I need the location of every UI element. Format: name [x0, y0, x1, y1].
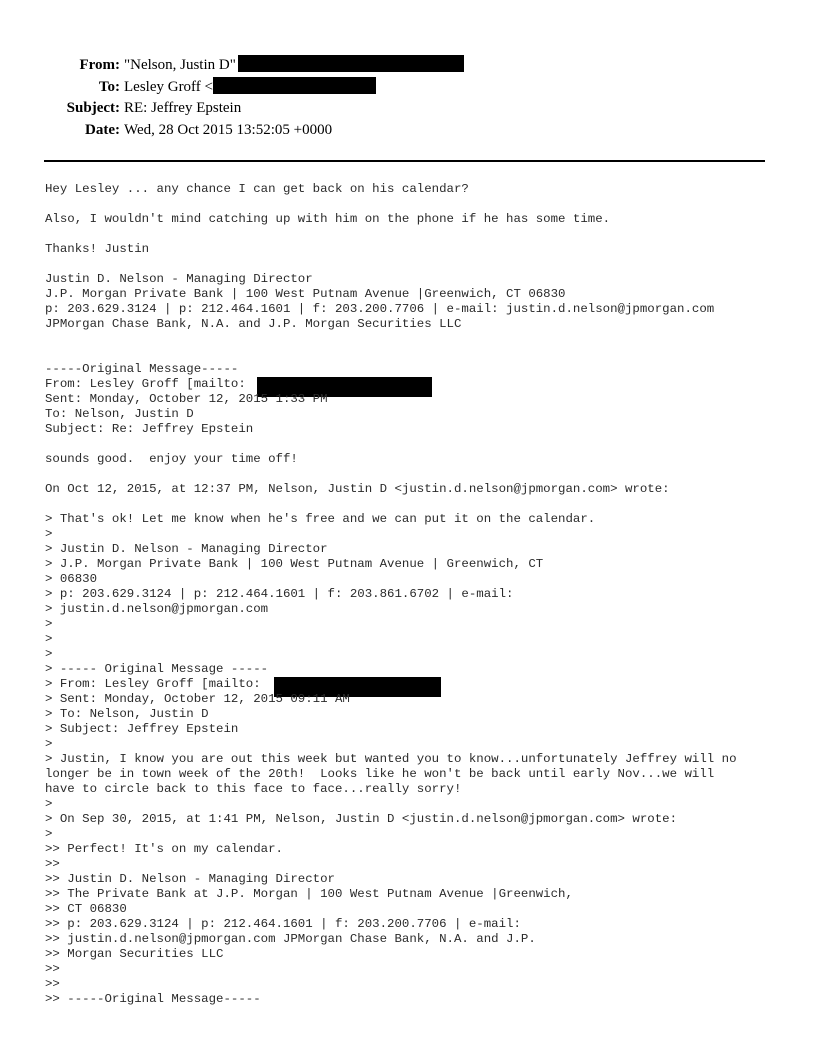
header-subject — [0, 99, 241, 117]
body-line: > — [45, 827, 53, 841]
from-value: "Nelson, Justin D" — [124, 57, 236, 73]
body-line: >> Perfect! It's on my calendar. — [45, 842, 283, 856]
body-line: > — [45, 632, 53, 646]
body-line: >> CT 06830 — [45, 902, 127, 916]
body-line: Justin D. Nelson - Managing Director — [45, 272, 313, 286]
body-line: > 06830 — [45, 572, 98, 586]
body-line: Also, I wouldn't mind catching up with him on the phone if he has some time. — [45, 212, 611, 226]
body-line: p: 203.629.3124 | p: 212.464.1601 | f: 203.200.7706 | e-mail: justin.d.nelson@jpmorgan.com — [45, 302, 715, 316]
body-line — [45, 332, 785, 347]
body-line: longer be in town week of the 20th! Looks like he won't be back until early Nov...we will — [45, 767, 715, 781]
body-line: >> -----Original Message----- — [45, 992, 261, 1006]
body-line: > — [45, 527, 53, 541]
body-line — [45, 257, 785, 272]
body-line: JPMorgan Chase Bank, N.A. and J.P. Morgan Securities LLC — [45, 317, 462, 331]
header-to — [0, 77, 376, 96]
redaction-bar — [238, 55, 464, 72]
body-line: >> — [45, 977, 60, 991]
body-line: >> p: 203.629.3124 | p: 212.464.1601 | f: 203.200.7706 | e-mail: — [45, 917, 521, 931]
body-line: >> The Private Bank at J.P. Morgan | 100 West Putnam Avenue |Greenwich, — [45, 887, 573, 901]
body-line: > On Sep 30, 2015, at 1:41 PM, Nelson, Justin D <justin.d.nelson@jpmorgan.com> wrote: — [45, 812, 678, 826]
body-line: have to circle back to this face to face...really sorry! — [45, 782, 462, 796]
date-label: Date: — [85, 122, 120, 138]
body-line: > — [45, 737, 53, 751]
body-line: Hey Lesley ... any chance I can get back on his calendar? — [45, 182, 469, 196]
subject-value: RE: Jeffrey Epstein — [124, 100, 242, 116]
body-line: >> — [45, 857, 60, 871]
body-line: > To: Nelson, Justin D — [45, 707, 209, 721]
body-line: > — [45, 647, 53, 661]
body-line — [45, 497, 785, 512]
body-line: > justin.d.nelson@jpmorgan.com — [45, 602, 269, 616]
body-line: >> justin.d.nelson@jpmorgan.com JPMorgan Chase Bank, N.A. and J.P. — [45, 932, 536, 946]
body-line: > ----- Original Message ----- — [45, 662, 269, 676]
body-line: >> — [45, 962, 60, 976]
body-line — [45, 197, 785, 212]
to-label: To: — [98, 79, 120, 95]
body-line: > Sent: Monday, October 12, 2015 09:11 AM — [45, 692, 350, 706]
body-line: > Subject: Jeffrey Epstein — [45, 722, 239, 736]
body-line: sounds good. enjoy your time off! — [45, 452, 298, 466]
body-line: Thanks! Justin — [45, 242, 150, 256]
body-line: > Justin D. Nelson - Managing Director — [45, 542, 328, 556]
body-line: >> Morgan Securities LLC — [45, 947, 224, 961]
body-line — [45, 437, 785, 452]
body-line: Sent: Monday, October 12, 2015 1:33 PM — [45, 392, 328, 406]
body-line — [45, 227, 785, 242]
body-line: > — [45, 617, 53, 631]
to-value: Lesley Groff < — [124, 79, 213, 95]
redaction-bar — [213, 77, 376, 94]
body-line — [45, 347, 785, 362]
header-date — [0, 121, 332, 139]
body-line: Subject: Re: Jeffrey Epstein — [45, 422, 254, 436]
body-line: > J.P. Morgan Private Bank | 100 West Putnam Avenue | Greenwich, CT — [45, 557, 544, 571]
body-line: > Justin, I know you are out this week but wanted you to know...unfortunately Jeffrey will no — [45, 752, 737, 766]
subject-label: Subject: — [66, 100, 120, 116]
body-line: To: Nelson, Justin D — [45, 407, 194, 421]
email-body — [45, 182, 785, 1007]
body-line: > p: 203.629.3124 | p: 212.464.1601 | f: 203.861.6702 | e-mail: — [45, 587, 514, 601]
body-line: From: Lesley Groff [mailto: — [45, 377, 785, 392]
from-label: From: — [79, 57, 120, 73]
header-divider — [44, 160, 765, 162]
body-line: > That's ok! Let me know when he's free and we can put it on the calendar. — [45, 512, 596, 526]
body-line: J.P. Morgan Private Bank | 100 West Putnam Avenue |Greenwich, CT 06830 — [45, 287, 566, 301]
body-line — [45, 467, 785, 482]
body-line: > — [45, 797, 53, 811]
body-line: > From: Lesley Groff [mailto: — [45, 677, 785, 692]
body-line: On Oct 12, 2015, at 12:37 PM, Nelson, Justin D <justin.d.nelson@jpmorgan.com> wrote: — [45, 482, 670, 496]
body-line: -----Original Message----- — [45, 362, 239, 376]
header-from — [0, 55, 464, 74]
body-line: >> Justin D. Nelson - Managing Director — [45, 872, 335, 886]
date-value: Wed, 28 Oct 2015 13:52:05 +0000 — [124, 122, 333, 138]
